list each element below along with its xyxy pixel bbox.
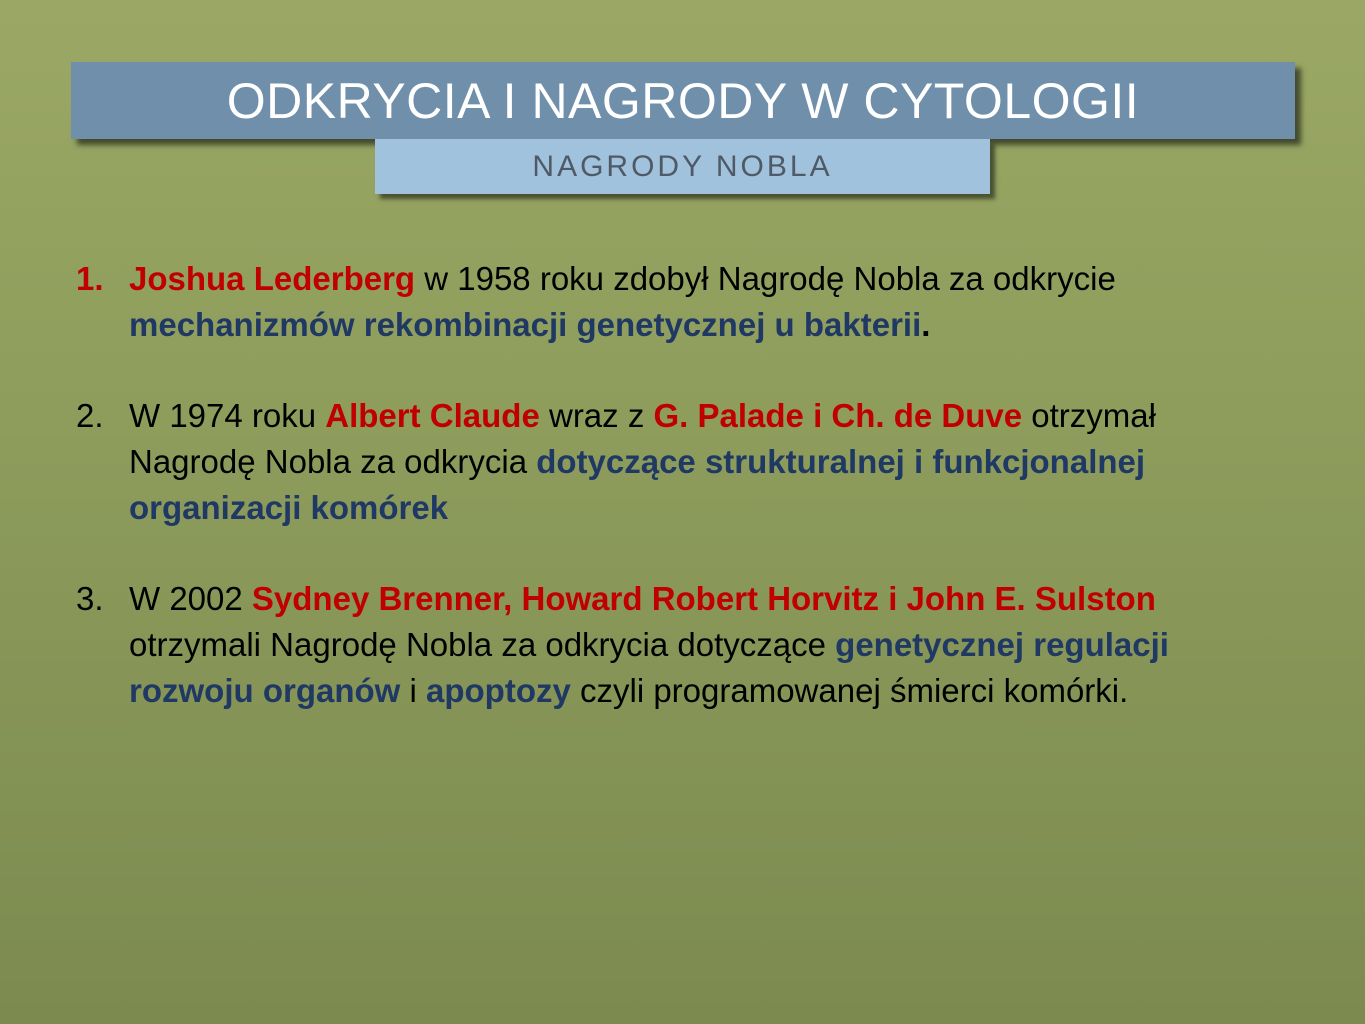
slide-title: ODKRYCIA I NAGRODY W CYTOLOGII	[226, 72, 1140, 129]
slide-subtitle: NAGRODY NOBLA	[532, 149, 833, 183]
list-item-number: 1.	[76, 260, 104, 297]
discovery-topic: dotyczące strukturalnej i funkcjonalnej organizacji komórek	[129, 443, 1146, 526]
title-banner	[71, 62, 1295, 139]
item-text: wraz z	[539, 397, 654, 434]
list-item-number: 2.	[76, 397, 104, 434]
laureate-name: G. Palade i Ch. de Duve	[653, 397, 1023, 434]
laureate-name: Joshua Lederberg	[129, 260, 416, 297]
list-item	[76, 256, 1276, 348]
discovery-topic: genetycznej regulacji rozwoju organów	[129, 626, 1169, 709]
item-text: w 1958 roku zdobył Nagrodę Nobla za odkrycie	[415, 260, 1116, 297]
nobel-prize-list	[76, 256, 1276, 759]
list-item	[76, 393, 1276, 531]
discovery-topic: mechanizmów rekombinacji genetycznej u bakterii	[129, 306, 922, 343]
item-text: i	[400, 672, 426, 709]
laureate-name: Sydney Brenner, Howard Robert Horvitz i John E. Sulston	[251, 580, 1156, 617]
item-text: otrzymali Nagrodę Nobla za odkrycia dotyczące	[129, 626, 836, 663]
list-item	[76, 576, 1276, 714]
item-text: .	[921, 306, 931, 343]
item-text: W 1974 roku	[129, 397, 326, 434]
laureate-name: Albert Claude	[325, 397, 540, 434]
item-text: otrzymał Nagrodę Nobla za odkrycia	[129, 397, 1156, 480]
list-item-number: 3.	[76, 580, 104, 617]
item-text: W 2002	[129, 580, 252, 617]
subtitle-banner	[375, 139, 990, 194]
item-text: czyli programowanej śmierci komórki.	[570, 672, 1129, 709]
discovery-topic: apoptozy	[426, 672, 571, 709]
